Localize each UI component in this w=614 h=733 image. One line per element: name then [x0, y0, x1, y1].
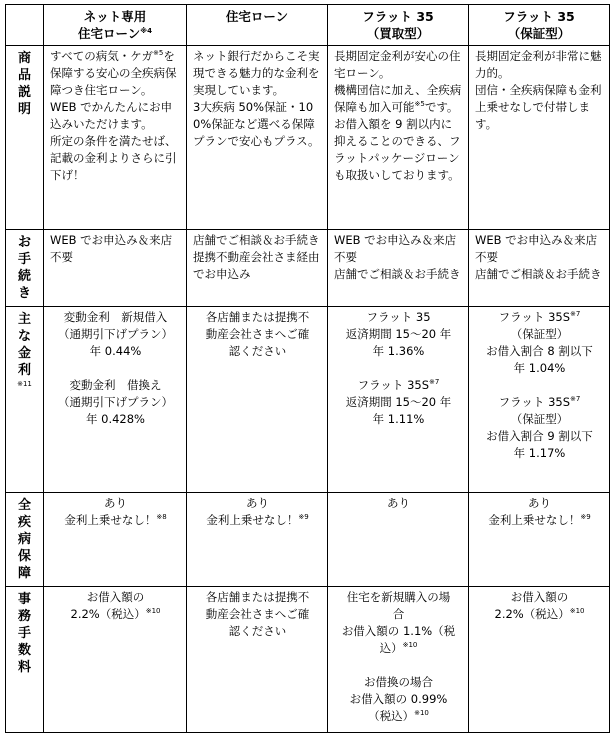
procedure-row — [6, 230, 610, 307]
row-label-description: 商 品 説 明 — [6, 46, 44, 230]
rates-row — [6, 307, 610, 493]
description-housing-loan: ネット銀行だからこそ実現できる魅力的な金利を実現しています。 3大疾病 50%保証・100%保証など選べる保障プランで安心もプラス。 — [187, 46, 328, 230]
fees-row — [6, 587, 610, 733]
row-label-rates: 主 な 金 利 ※11 — [6, 307, 44, 493]
procedure-housing-loan: 店舗でご相談＆お手続き 提携不動産会社さま経由でお申込み — [187, 230, 328, 307]
fees-flat35-guarantee: お借入額の 2.2%（税込）$^{※10}$ — [469, 587, 610, 733]
fees-net-loan: お借入額の 2.2%（税込）$^{※10}$ — [44, 587, 187, 733]
coverage-net-loan: あり 金利上乗せなし！$^{※8}$ — [44, 493, 187, 587]
description-row — [6, 46, 610, 230]
header-net-loan: ネット専用 住宅ローン$^{※4}$ — [44, 5, 187, 46]
rates-housing-loan: 各店舗または提携不 動産会社さまへご確 認ください — [187, 307, 328, 493]
procedure-flat35-purchase: WEB でお申込み＆来店不要 店舗でご相談＆お手続き — [328, 230, 469, 307]
procedure-net-loan: WEB でお申込み＆来店不要 — [44, 230, 187, 307]
procedure-flat35-guarantee: WEB でお申込み＆来店不要 店舗でご相談＆お手続き — [469, 230, 610, 307]
description-flat35-guarantee: 長期固定金利が非常に魅力的。 団信・全疾病保障も金利上乗せなしで付帯します。 — [469, 46, 610, 230]
header-housing-loan: 住宅ローン — [187, 5, 328, 46]
coverage-flat35-purchase: あり — [328, 493, 469, 587]
row-label-procedure: お 手 続 き — [6, 230, 44, 307]
header-flat35-purchase: フラット 35 （買取型） — [328, 5, 469, 46]
rates-net-loan: 変動金利 新規借入 （通期引下げプラン） 年 0.44% 変動金利 借換え （通期引下げプラン） 年 0.428% — [44, 307, 187, 493]
loan-comparison-table — [5, 4, 610, 733]
description-net-loan: すべての病気・ケガ$^{※5}$を保障する安心の全疾病保障つき住宅ローン。 WEB でかんたんにお申込みいただけます。 所定の条件を満たせば、記載の金利よりさらに引下げ！ — [44, 46, 187, 230]
corner-cell — [6, 5, 44, 46]
rates-flat35-guarantee: フラット $35S^{※7}$ （保証型） お借入割合 8 割以下 年 1.04% フラット $35S^{※7}$ （保証型） お借入割合 9 割以下 年 1.17% — [469, 307, 610, 493]
header-row — [6, 5, 610, 46]
coverage-row — [6, 493, 610, 587]
coverage-housing-loan: あり 金利上乗せなし！$^{※9}$ — [187, 493, 328, 587]
description-flat35-purchase: 長期固定金利が安心の住宅ローン。 機構団信に加え、全疾病保障も加入可能$^{※5}$です。お借入額を 9 割以内に抑えることのできる、フラットパッケージローンも取扱いしております。 — [328, 46, 469, 230]
fees-flat35-purchase: 住宅を新規購入の場 合 お借入額の 1.1%（税 込）$^{※10}$ お借換の場合 お借入額の 0.99% （税込）$^{※10}$ — [328, 587, 469, 733]
row-label-fees: 事 務 手 数 料 — [6, 587, 44, 733]
row-label-coverage: 全 疾 病 保 障 — [6, 493, 44, 587]
header-flat35-guarantee: フラット 35 （保証型） — [469, 5, 610, 46]
rates-flat35-purchase: フラット 35 返済期間 15～20 年 年 1.36% フラット $35S^{※7}$ 返済期間 15～20 年 年 1.11% — [328, 307, 469, 493]
coverage-flat35-guarantee: あり 金利上乗せなし！$^{※9}$ — [469, 493, 610, 587]
fees-housing-loan: 各店舗または提携不 動産会社さまへご確 認ください — [187, 587, 328, 733]
